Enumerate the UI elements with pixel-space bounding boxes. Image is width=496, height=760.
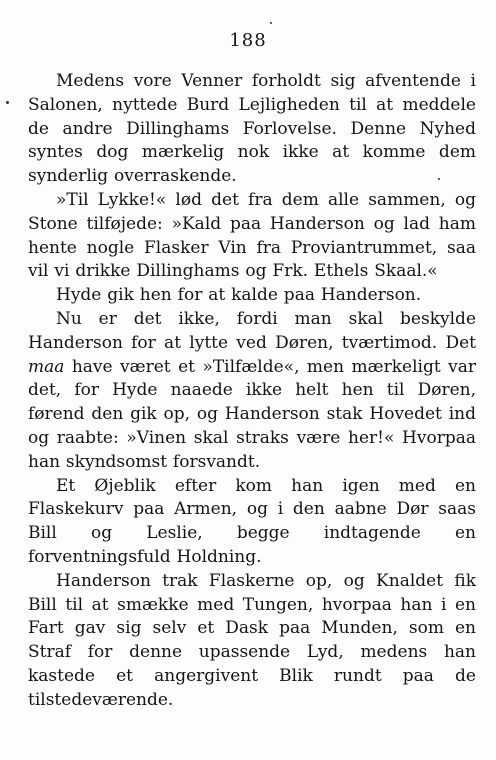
print-speck [438,178,440,180]
print-speck [270,22,272,24]
paragraph-4 [28,308,476,475]
paragraph-5 [28,475,476,570]
paragraph-2-text: »Til Lykke!« lød det fra dem alle sammen, og Stone tilføjede: »Kald paa Handerson og lad ham hente nogle Flasker Vin fra Proviantrummet, saa vil vi drikke Dillinghams og Frk. Ethels Skaal.« [28,189,476,282]
body-text [28,70,476,713]
paragraph-6-text: Handerson trak Flaskerne op, og Knaldet fik Bill til at smække med Tungen, hvorpaa han i en Fart gav sig selv et Dask paa Munden, som en Straf for denne upassende Lyd, medens han kastede et angergivent Blik rundt paa de tilstedeværende. [28,570,476,710]
print-speck [6,101,9,104]
paragraph-3-text: Hyde gik hen for at kalde paa Handerson. [56,285,422,306]
paragraph-6 [28,570,476,713]
paragraph-1 [28,70,476,189]
paragraph-1-text: Medens vore Venner forholdt sig afventende i Salonen, nyttede Burd Lejligheden til at meddele de andre Dillinghams Forlovelse. Denne Nyhed syntes dog mærkelig nok ikke at komme dem synderlig overraskende. [28,71,476,187]
paragraph-2 [28,189,476,284]
paragraph-5-text: Et Øjeblik efter kom han igen med en Flaskekurv paa Armen, og i den aabne Dør saas Bill og Leslie, begge indtagende en forventningsfuld Holdning. [28,475,476,567]
paragraph-3 [28,284,476,308]
page-number: 188 [229,30,267,51]
paragraph-4-text-start: Nu er det ikke, fordi man skal beskylde Handerson for at lytte ved Døren, tværtimod. Det [28,308,476,353]
paragraph-4-text-end: have været et »Tilfælde«, men mærkeligt var det, for Hyde naaede ikke helt hen til Døren, førend den gik op, og Handerson stak Hovedet ind og raabte: »Vinen skal straks være her!« Hvorpaa han skyndsomst forsvandt. [28,356,476,472]
paragraph-4-italic: maa [28,356,65,377]
